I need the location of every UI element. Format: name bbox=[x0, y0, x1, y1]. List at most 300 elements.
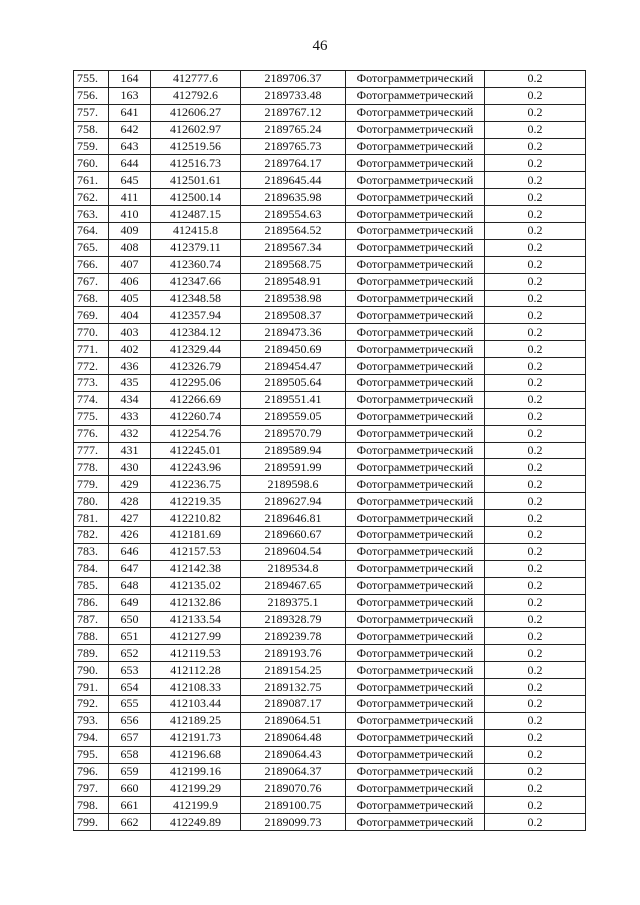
table-row bbox=[74, 206, 586, 223]
y-coordinate-cell: 2189132.75 bbox=[241, 679, 346, 696]
error-cell: 0.2 bbox=[485, 510, 586, 527]
table-row bbox=[74, 273, 586, 290]
x-coordinate-cell: 412519.56 bbox=[151, 138, 241, 155]
y-coordinate-cell: 2189568.75 bbox=[241, 256, 346, 273]
error-cell: 0.2 bbox=[485, 442, 586, 459]
table-row bbox=[74, 814, 586, 831]
x-coordinate-cell: 412210.82 bbox=[151, 510, 241, 527]
error-cell: 0.2 bbox=[485, 71, 586, 88]
error-cell: 0.2 bbox=[485, 543, 586, 560]
y-coordinate-cell: 2189765.24 bbox=[241, 121, 346, 138]
point-number-cell: 661 bbox=[109, 797, 151, 814]
row-index-cell: 756. bbox=[74, 87, 109, 104]
x-coordinate-cell: 412133.54 bbox=[151, 611, 241, 628]
x-coordinate-cell: 412777.6 bbox=[151, 71, 241, 88]
point-number-cell: 428 bbox=[109, 493, 151, 510]
coordinates-table-body bbox=[74, 71, 586, 831]
y-coordinate-cell: 2189099.73 bbox=[241, 814, 346, 831]
y-coordinate-cell: 2189645.44 bbox=[241, 172, 346, 189]
method-cell: Фотограмметрический bbox=[346, 493, 485, 510]
y-coordinate-cell: 2189548.91 bbox=[241, 273, 346, 290]
method-cell: Фотограмметрический bbox=[346, 172, 485, 189]
method-cell: Фотограмметрический bbox=[346, 290, 485, 307]
point-number-cell: 163 bbox=[109, 87, 151, 104]
table-row bbox=[74, 307, 586, 324]
x-coordinate-cell: 412103.44 bbox=[151, 695, 241, 712]
x-coordinate-cell: 412266.69 bbox=[151, 391, 241, 408]
y-coordinate-cell: 2189567.34 bbox=[241, 239, 346, 256]
row-index-cell: 789. bbox=[74, 645, 109, 662]
error-cell: 0.2 bbox=[485, 391, 586, 408]
error-cell: 0.2 bbox=[485, 189, 586, 206]
table-row bbox=[74, 459, 586, 476]
row-index-cell: 779. bbox=[74, 476, 109, 493]
method-cell: Фотограмметрический bbox=[346, 206, 485, 223]
method-cell: Фотограмметрический bbox=[346, 594, 485, 611]
y-coordinate-cell: 2189554.63 bbox=[241, 206, 346, 223]
method-cell: Фотограмметрический bbox=[346, 577, 485, 594]
method-cell: Фотограмметрический bbox=[346, 121, 485, 138]
y-coordinate-cell: 2189467.65 bbox=[241, 577, 346, 594]
table-row bbox=[74, 560, 586, 577]
error-cell: 0.2 bbox=[485, 459, 586, 476]
error-cell: 0.2 bbox=[485, 273, 586, 290]
row-index-cell: 786. bbox=[74, 594, 109, 611]
x-coordinate-cell: 412219.35 bbox=[151, 493, 241, 510]
error-cell: 0.2 bbox=[485, 476, 586, 493]
table-row bbox=[74, 645, 586, 662]
point-number-cell: 646 bbox=[109, 543, 151, 560]
point-number-cell: 660 bbox=[109, 780, 151, 797]
error-cell: 0.2 bbox=[485, 307, 586, 324]
error-cell: 0.2 bbox=[485, 611, 586, 628]
row-index-cell: 758. bbox=[74, 121, 109, 138]
x-coordinate-cell: 412347.66 bbox=[151, 273, 241, 290]
table-row bbox=[74, 780, 586, 797]
method-cell: Фотограмметрический bbox=[346, 155, 485, 172]
row-index-cell: 783. bbox=[74, 543, 109, 560]
x-coordinate-cell: 412112.28 bbox=[151, 662, 241, 679]
table-row bbox=[74, 695, 586, 712]
y-coordinate-cell: 2189591.99 bbox=[241, 459, 346, 476]
table-row bbox=[74, 712, 586, 729]
table-row bbox=[74, 172, 586, 189]
point-number-cell: 642 bbox=[109, 121, 151, 138]
table-row bbox=[74, 493, 586, 510]
point-number-cell: 645 bbox=[109, 172, 151, 189]
method-cell: Фотограмметрический bbox=[346, 780, 485, 797]
error-cell: 0.2 bbox=[485, 290, 586, 307]
x-coordinate-cell: 412119.53 bbox=[151, 645, 241, 662]
error-cell: 0.2 bbox=[485, 780, 586, 797]
error-cell: 0.2 bbox=[485, 138, 586, 155]
y-coordinate-cell: 2189564.52 bbox=[241, 223, 346, 240]
method-cell: Фотограмметрический bbox=[346, 87, 485, 104]
table-row bbox=[74, 71, 586, 88]
row-index-cell: 774. bbox=[74, 391, 109, 408]
method-cell: Фотограмметрический bbox=[346, 679, 485, 696]
table-row bbox=[74, 341, 586, 358]
row-index-cell: 762. bbox=[74, 189, 109, 206]
row-index-cell: 760. bbox=[74, 155, 109, 172]
page-number: 46 bbox=[312, 38, 328, 54]
method-cell: Фотограмметрический bbox=[346, 273, 485, 290]
y-coordinate-cell: 2189551.41 bbox=[241, 391, 346, 408]
point-number-cell: 656 bbox=[109, 712, 151, 729]
point-number-cell: 402 bbox=[109, 341, 151, 358]
row-index-cell: 788. bbox=[74, 628, 109, 645]
table-row bbox=[74, 223, 586, 240]
row-index-cell: 784. bbox=[74, 560, 109, 577]
table-row bbox=[74, 662, 586, 679]
error-cell: 0.2 bbox=[485, 594, 586, 611]
y-coordinate-cell: 2189646.81 bbox=[241, 510, 346, 527]
row-index-cell: 795. bbox=[74, 746, 109, 763]
method-cell: Фотограмметрический bbox=[346, 375, 485, 392]
method-cell: Фотограмметрический bbox=[346, 560, 485, 577]
error-cell: 0.2 bbox=[485, 155, 586, 172]
error-cell: 0.2 bbox=[485, 712, 586, 729]
point-number-cell: 407 bbox=[109, 256, 151, 273]
table-row bbox=[74, 358, 586, 375]
method-cell: Фотограмметрический bbox=[346, 662, 485, 679]
row-index-cell: 768. bbox=[74, 290, 109, 307]
error-cell: 0.2 bbox=[485, 408, 586, 425]
y-coordinate-cell: 2189508.37 bbox=[241, 307, 346, 324]
point-number-cell: 426 bbox=[109, 527, 151, 544]
method-cell: Фотограмметрический bbox=[346, 797, 485, 814]
method-cell: Фотограмметрический bbox=[346, 628, 485, 645]
x-coordinate-cell: 412254.76 bbox=[151, 425, 241, 442]
row-index-cell: 794. bbox=[74, 729, 109, 746]
y-coordinate-cell: 2189604.54 bbox=[241, 543, 346, 560]
point-number-cell: 408 bbox=[109, 239, 151, 256]
table-row bbox=[74, 391, 586, 408]
y-coordinate-cell: 2189570.79 bbox=[241, 425, 346, 442]
table-row bbox=[74, 442, 586, 459]
error-cell: 0.2 bbox=[485, 87, 586, 104]
x-coordinate-cell: 412189.25 bbox=[151, 712, 241, 729]
row-index-cell: 781. bbox=[74, 510, 109, 527]
y-coordinate-cell: 2189534.8 bbox=[241, 560, 346, 577]
row-index-cell: 773. bbox=[74, 375, 109, 392]
table-row bbox=[74, 577, 586, 594]
point-number-cell: 411 bbox=[109, 189, 151, 206]
x-coordinate-cell: 412326.79 bbox=[151, 358, 241, 375]
row-index-cell: 772. bbox=[74, 358, 109, 375]
y-coordinate-cell: 2189706.37 bbox=[241, 71, 346, 88]
x-coordinate-cell: 412384.12 bbox=[151, 324, 241, 341]
point-number-cell: 650 bbox=[109, 611, 151, 628]
x-coordinate-cell: 412501.61 bbox=[151, 172, 241, 189]
row-index-cell: 775. bbox=[74, 408, 109, 425]
y-coordinate-cell: 2189635.98 bbox=[241, 189, 346, 206]
point-number-cell: 644 bbox=[109, 155, 151, 172]
error-cell: 0.2 bbox=[485, 239, 586, 256]
method-cell: Фотограмметрический bbox=[346, 763, 485, 780]
y-coordinate-cell: 2189538.98 bbox=[241, 290, 346, 307]
x-coordinate-cell: 412379.11 bbox=[151, 239, 241, 256]
x-coordinate-cell: 412487.15 bbox=[151, 206, 241, 223]
table-row bbox=[74, 729, 586, 746]
point-number-cell: 404 bbox=[109, 307, 151, 324]
row-index-cell: 797. bbox=[74, 780, 109, 797]
error-cell: 0.2 bbox=[485, 645, 586, 662]
table-row bbox=[74, 375, 586, 392]
y-coordinate-cell: 2189239.78 bbox=[241, 628, 346, 645]
y-coordinate-cell: 2189375.1 bbox=[241, 594, 346, 611]
method-cell: Фотограмметрический bbox=[346, 408, 485, 425]
table-row bbox=[74, 679, 586, 696]
point-number-cell: 657 bbox=[109, 729, 151, 746]
y-coordinate-cell: 2189733.48 bbox=[241, 87, 346, 104]
row-index-cell: 764. bbox=[74, 223, 109, 240]
x-coordinate-cell: 412199.9 bbox=[151, 797, 241, 814]
table-row bbox=[74, 408, 586, 425]
error-cell: 0.2 bbox=[485, 695, 586, 712]
y-coordinate-cell: 2189100.75 bbox=[241, 797, 346, 814]
x-coordinate-cell: 412196.68 bbox=[151, 746, 241, 763]
error-cell: 0.2 bbox=[485, 256, 586, 273]
y-coordinate-cell: 2189454.47 bbox=[241, 358, 346, 375]
y-coordinate-cell: 2189064.37 bbox=[241, 763, 346, 780]
point-number-cell: 647 bbox=[109, 560, 151, 577]
x-coordinate-cell: 412132.86 bbox=[151, 594, 241, 611]
row-index-cell: 765. bbox=[74, 239, 109, 256]
x-coordinate-cell: 412199.16 bbox=[151, 763, 241, 780]
error-cell: 0.2 bbox=[485, 104, 586, 121]
x-coordinate-cell: 412127.99 bbox=[151, 628, 241, 645]
row-index-cell: 770. bbox=[74, 324, 109, 341]
y-coordinate-cell: 2189070.76 bbox=[241, 780, 346, 797]
point-number-cell: 429 bbox=[109, 476, 151, 493]
y-coordinate-cell: 2189559.05 bbox=[241, 408, 346, 425]
row-index-cell: 782. bbox=[74, 527, 109, 544]
error-cell: 0.2 bbox=[485, 560, 586, 577]
table-row bbox=[74, 189, 586, 206]
error-cell: 0.2 bbox=[485, 121, 586, 138]
method-cell: Фотограмметрический bbox=[346, 239, 485, 256]
table-row bbox=[74, 87, 586, 104]
point-number-cell: 435 bbox=[109, 375, 151, 392]
row-index-cell: 799. bbox=[74, 814, 109, 831]
row-index-cell: 793. bbox=[74, 712, 109, 729]
error-cell: 0.2 bbox=[485, 223, 586, 240]
error-cell: 0.2 bbox=[485, 324, 586, 341]
x-coordinate-cell: 412360.74 bbox=[151, 256, 241, 273]
x-coordinate-cell: 412357.94 bbox=[151, 307, 241, 324]
error-cell: 0.2 bbox=[485, 425, 586, 442]
point-number-cell: 433 bbox=[109, 408, 151, 425]
y-coordinate-cell: 2189505.64 bbox=[241, 375, 346, 392]
method-cell: Фотограмметрический bbox=[346, 425, 485, 442]
y-coordinate-cell: 2189473.36 bbox=[241, 324, 346, 341]
x-coordinate-cell: 412260.74 bbox=[151, 408, 241, 425]
method-cell: Фотограмметрический bbox=[346, 459, 485, 476]
x-coordinate-cell: 412142.38 bbox=[151, 560, 241, 577]
error-cell: 0.2 bbox=[485, 493, 586, 510]
method-cell: Фотограмметрический bbox=[346, 510, 485, 527]
error-cell: 0.2 bbox=[485, 746, 586, 763]
method-cell: Фотограмметрический bbox=[346, 814, 485, 831]
y-coordinate-cell: 2189193.76 bbox=[241, 645, 346, 662]
x-coordinate-cell: 412181.69 bbox=[151, 527, 241, 544]
y-coordinate-cell: 2189450.69 bbox=[241, 341, 346, 358]
x-coordinate-cell: 412236.75 bbox=[151, 476, 241, 493]
y-coordinate-cell: 2189064.51 bbox=[241, 712, 346, 729]
x-coordinate-cell: 412348.58 bbox=[151, 290, 241, 307]
x-coordinate-cell: 412516.73 bbox=[151, 155, 241, 172]
row-index-cell: 792. bbox=[74, 695, 109, 712]
error-cell: 0.2 bbox=[485, 628, 586, 645]
y-coordinate-cell: 2189627.94 bbox=[241, 493, 346, 510]
error-cell: 0.2 bbox=[485, 797, 586, 814]
method-cell: Фотограмметрический bbox=[346, 712, 485, 729]
row-index-cell: 791. bbox=[74, 679, 109, 696]
table-row bbox=[74, 797, 586, 814]
y-coordinate-cell: 2189064.48 bbox=[241, 729, 346, 746]
table-row bbox=[74, 256, 586, 273]
x-coordinate-cell: 412606.27 bbox=[151, 104, 241, 121]
method-cell: Фотограмметрический bbox=[346, 611, 485, 628]
error-cell: 0.2 bbox=[485, 729, 586, 746]
table-row bbox=[74, 746, 586, 763]
table-row bbox=[74, 763, 586, 780]
table-row bbox=[74, 628, 586, 645]
x-coordinate-cell: 412792.6 bbox=[151, 87, 241, 104]
point-number-cell: 648 bbox=[109, 577, 151, 594]
y-coordinate-cell: 2189598.6 bbox=[241, 476, 346, 493]
point-number-cell: 643 bbox=[109, 138, 151, 155]
method-cell: Фотограмметрический bbox=[346, 476, 485, 493]
error-cell: 0.2 bbox=[485, 527, 586, 544]
point-number-cell: 405 bbox=[109, 290, 151, 307]
table-row bbox=[74, 121, 586, 138]
row-index-cell: 778. bbox=[74, 459, 109, 476]
point-number-cell: 659 bbox=[109, 763, 151, 780]
table-row bbox=[74, 594, 586, 611]
y-coordinate-cell: 2189764.17 bbox=[241, 155, 346, 172]
point-number-cell: 655 bbox=[109, 695, 151, 712]
x-coordinate-cell: 412602.97 bbox=[151, 121, 241, 138]
point-number-cell: 427 bbox=[109, 510, 151, 527]
method-cell: Фотограмметрический bbox=[346, 695, 485, 712]
method-cell: Фотограмметрический bbox=[346, 71, 485, 88]
method-cell: Фотограмметрический bbox=[346, 324, 485, 341]
method-cell: Фотограмметрический bbox=[346, 543, 485, 560]
table-row bbox=[74, 510, 586, 527]
point-number-cell: 658 bbox=[109, 746, 151, 763]
point-number-cell: 164 bbox=[109, 71, 151, 88]
row-index-cell: 777. bbox=[74, 442, 109, 459]
row-index-cell: 766. bbox=[74, 256, 109, 273]
point-number-cell: 653 bbox=[109, 662, 151, 679]
table-row bbox=[74, 239, 586, 256]
error-cell: 0.2 bbox=[485, 662, 586, 679]
y-coordinate-cell: 2189767.12 bbox=[241, 104, 346, 121]
error-cell: 0.2 bbox=[485, 172, 586, 189]
x-coordinate-cell: 412157.53 bbox=[151, 543, 241, 560]
x-coordinate-cell: 412199.29 bbox=[151, 780, 241, 797]
x-coordinate-cell: 412243.96 bbox=[151, 459, 241, 476]
table-row bbox=[74, 476, 586, 493]
y-coordinate-cell: 2189765.73 bbox=[241, 138, 346, 155]
row-index-cell: 769. bbox=[74, 307, 109, 324]
y-coordinate-cell: 2189589.94 bbox=[241, 442, 346, 459]
method-cell: Фотограмметрический bbox=[346, 358, 485, 375]
coordinates-table bbox=[73, 70, 586, 831]
row-index-cell: 776. bbox=[74, 425, 109, 442]
method-cell: Фотограмметрический bbox=[346, 341, 485, 358]
row-index-cell: 796. bbox=[74, 763, 109, 780]
table-row bbox=[74, 543, 586, 560]
point-number-cell: 403 bbox=[109, 324, 151, 341]
row-index-cell: 759. bbox=[74, 138, 109, 155]
method-cell: Фотограмметрический bbox=[346, 189, 485, 206]
table-row bbox=[74, 425, 586, 442]
point-number-cell: 649 bbox=[109, 594, 151, 611]
point-number-cell: 410 bbox=[109, 206, 151, 223]
table-row bbox=[74, 611, 586, 628]
error-cell: 0.2 bbox=[485, 358, 586, 375]
row-index-cell: 790. bbox=[74, 662, 109, 679]
row-index-cell: 767. bbox=[74, 273, 109, 290]
row-index-cell: 785. bbox=[74, 577, 109, 594]
error-cell: 0.2 bbox=[485, 206, 586, 223]
error-cell: 0.2 bbox=[485, 679, 586, 696]
y-coordinate-cell: 2189064.43 bbox=[241, 746, 346, 763]
point-number-cell: 436 bbox=[109, 358, 151, 375]
method-cell: Фотограмметрический bbox=[346, 256, 485, 273]
method-cell: Фотограмметрический bbox=[346, 746, 485, 763]
point-number-cell: 654 bbox=[109, 679, 151, 696]
x-coordinate-cell: 412500.14 bbox=[151, 189, 241, 206]
method-cell: Фотограмметрический bbox=[346, 729, 485, 746]
row-index-cell: 798. bbox=[74, 797, 109, 814]
row-index-cell: 757. bbox=[74, 104, 109, 121]
table-row bbox=[74, 290, 586, 307]
x-coordinate-cell: 412295.06 bbox=[151, 375, 241, 392]
point-number-cell: 434 bbox=[109, 391, 151, 408]
x-coordinate-cell: 412108.33 bbox=[151, 679, 241, 696]
row-index-cell: 755. bbox=[74, 71, 109, 88]
table-row bbox=[74, 155, 586, 172]
x-coordinate-cell: 412249.89 bbox=[151, 814, 241, 831]
y-coordinate-cell: 2189328.79 bbox=[241, 611, 346, 628]
point-number-cell: 652 bbox=[109, 645, 151, 662]
error-cell: 0.2 bbox=[485, 375, 586, 392]
point-number-cell: 432 bbox=[109, 425, 151, 442]
method-cell: Фотограмметрический bbox=[346, 442, 485, 459]
error-cell: 0.2 bbox=[485, 341, 586, 358]
row-index-cell: 771. bbox=[74, 341, 109, 358]
x-coordinate-cell: 412191.73 bbox=[151, 729, 241, 746]
table-row bbox=[74, 138, 586, 155]
method-cell: Фотограмметрический bbox=[346, 138, 485, 155]
method-cell: Фотограмметрический bbox=[346, 645, 485, 662]
point-number-cell: 431 bbox=[109, 442, 151, 459]
x-coordinate-cell: 412245.01 bbox=[151, 442, 241, 459]
point-number-cell: 641 bbox=[109, 104, 151, 121]
method-cell: Фотограмметрический bbox=[346, 104, 485, 121]
error-cell: 0.2 bbox=[485, 763, 586, 780]
point-number-cell: 430 bbox=[109, 459, 151, 476]
row-index-cell: 780. bbox=[74, 493, 109, 510]
row-index-cell: 761. bbox=[74, 172, 109, 189]
method-cell: Фотограмметрический bbox=[346, 527, 485, 544]
point-number-cell: 651 bbox=[109, 628, 151, 645]
method-cell: Фотограмметрический bbox=[346, 223, 485, 240]
